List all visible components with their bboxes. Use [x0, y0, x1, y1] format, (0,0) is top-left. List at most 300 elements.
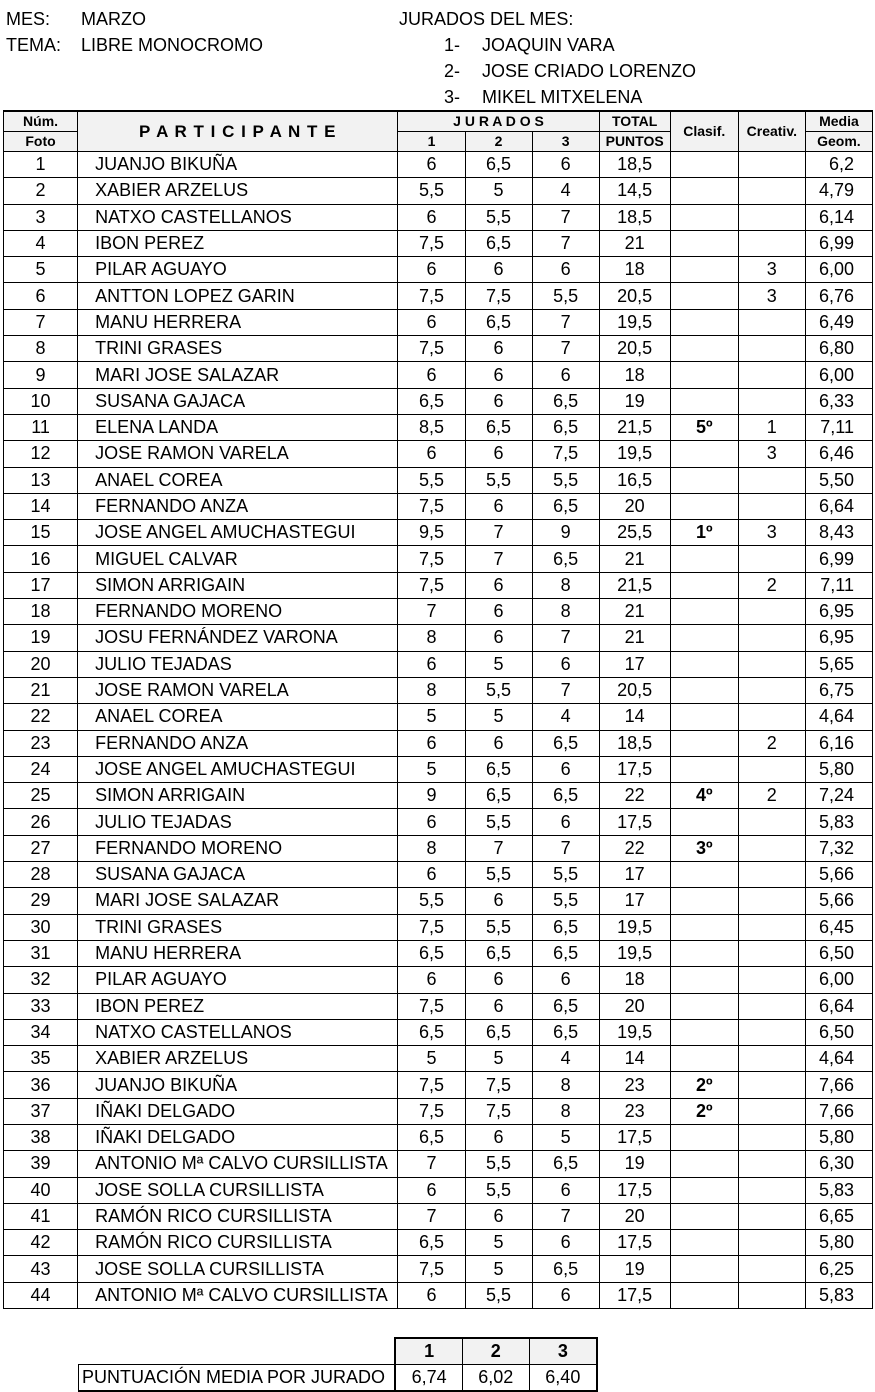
jury-3-score: 6,5	[532, 493, 599, 519]
jury-3-score: 6	[532, 257, 599, 283]
creativity	[738, 1124, 805, 1150]
total-points: 20	[599, 1203, 670, 1229]
jury-2-score: 5,5	[465, 1177, 532, 1203]
participant-name: FERNANDO ANZA	[78, 730, 398, 756]
creativity	[738, 152, 805, 178]
classification	[670, 257, 738, 283]
participant-name: ANTONIO Mª CALVO CURSILLISTA	[78, 1151, 398, 1177]
geometric-mean: 5,65	[805, 651, 872, 677]
classification	[670, 651, 738, 677]
classification	[670, 599, 738, 625]
table-row	[4, 1203, 873, 1229]
classification	[670, 152, 738, 178]
jury-1-score: 7,5	[398, 993, 465, 1019]
jury-3-score: 6,5	[532, 993, 599, 1019]
jury-3-score: 6	[532, 152, 599, 178]
photo-number: 25	[4, 783, 78, 809]
jury-2-score: 7,5	[465, 1072, 532, 1098]
table-row	[4, 441, 873, 467]
photo-number: 13	[4, 467, 78, 493]
jury-2-score: 5,5	[465, 204, 532, 230]
jury-1-score: 6	[398, 967, 465, 993]
total-points: 17,5	[599, 809, 670, 835]
total-points: 21	[599, 625, 670, 651]
jury-1-score: 7	[398, 1203, 465, 1229]
col-media-1: Media	[805, 111, 872, 132]
jury-1-score: 7,5	[398, 1256, 465, 1282]
jury-3-score: 6,5	[532, 730, 599, 756]
jury-2-score: 6,5	[465, 783, 532, 809]
classification: 2º	[670, 1098, 738, 1124]
total-points: 18	[599, 257, 670, 283]
total-points: 18,5	[599, 730, 670, 756]
participant-name: SUSANA GAJACA	[78, 388, 398, 414]
table-row	[4, 888, 873, 914]
jury-3-score: 6	[532, 756, 599, 782]
creativity	[738, 309, 805, 335]
classification	[670, 1046, 738, 1072]
jury-3-score: 6,5	[532, 940, 599, 966]
jury-2-score: 6,5	[465, 309, 532, 335]
tema-label: TEMA:	[6, 35, 62, 55]
photo-number: 43	[4, 1256, 78, 1282]
jury-3-score: 8	[532, 1098, 599, 1124]
geometric-mean: 6,80	[805, 336, 872, 362]
jury-3-score: 5	[532, 1124, 599, 1150]
photo-number: 12	[4, 441, 78, 467]
creativity: 3	[738, 283, 805, 309]
participant-name: PILAR AGUAYO	[78, 967, 398, 993]
table-row	[4, 1124, 873, 1150]
geometric-mean: 4,64	[805, 704, 872, 730]
jury-1-score: 5,5	[398, 178, 465, 204]
jury-1-score: 6	[398, 362, 465, 388]
total-points: 21	[599, 230, 670, 256]
photo-number: 2	[4, 178, 78, 204]
participant-name: SUSANA GAJACA	[78, 862, 398, 888]
jury-1-score: 7,5	[398, 283, 465, 309]
classification	[670, 809, 738, 835]
creativity	[738, 1203, 805, 1229]
classification	[670, 362, 738, 388]
participant-name: JUANJO BIKUÑA	[78, 1072, 398, 1098]
total-points: 23	[599, 1072, 670, 1098]
photo-number: 14	[4, 493, 78, 519]
table-row	[4, 756, 873, 782]
average-label: PUNTUACIÓN MEDIA POR JURADO	[79, 1365, 396, 1392]
total-points: 20,5	[599, 336, 670, 362]
photo-number: 29	[4, 888, 78, 914]
photo-number: 20	[4, 651, 78, 677]
photo-number: 8	[4, 336, 78, 362]
col-creativ: Creativ.	[738, 111, 805, 152]
jury-2-score: 7	[465, 835, 532, 861]
total-points: 18	[599, 967, 670, 993]
jury-2-score: 5,5	[465, 862, 532, 888]
classification	[670, 178, 738, 204]
table-row	[4, 546, 873, 572]
classification	[670, 493, 738, 519]
jury-2-score: 5,5	[465, 809, 532, 835]
jury-3-score: 6,5	[532, 414, 599, 440]
participant-name: SIMON ARRIGAIN	[78, 783, 398, 809]
geometric-mean: 5,83	[805, 1282, 872, 1308]
total-points: 14	[599, 704, 670, 730]
table-row	[4, 599, 873, 625]
col-clasif: Clasif.	[670, 111, 738, 152]
total-points: 17,5	[599, 1230, 670, 1256]
table-row	[4, 730, 873, 756]
participant-name: IÑAKI DELGADO	[78, 1098, 398, 1124]
creativity	[738, 651, 805, 677]
participant-name: MANU HERRERA	[78, 940, 398, 966]
jury-2-score: 7,5	[465, 283, 532, 309]
participant-name: IBON PEREZ	[78, 230, 398, 256]
jury-1-score: 7,5	[398, 230, 465, 256]
total-points: 22	[599, 783, 670, 809]
col-num-foto-2: Foto	[4, 132, 78, 152]
creativity: 3	[738, 441, 805, 467]
classification	[670, 888, 738, 914]
jury-2-score: 6	[465, 493, 532, 519]
total-points: 19	[599, 1256, 670, 1282]
jury-2-score: 6,5	[465, 940, 532, 966]
table-row	[4, 1177, 873, 1203]
jurado-num-2: 2-	[444, 61, 461, 81]
jury-1-score: 7,5	[398, 1072, 465, 1098]
classification	[670, 204, 738, 230]
participant-name: MIGUEL CALVAR	[78, 546, 398, 572]
creativity: 2	[738, 730, 805, 756]
geometric-mean: 5,83	[805, 1177, 872, 1203]
photo-number: 31	[4, 940, 78, 966]
creativity	[738, 1256, 805, 1282]
photo-number: 27	[4, 835, 78, 861]
participant-name: ANAEL COREA	[78, 704, 398, 730]
tema-value: LIBRE MONOCROMO	[81, 35, 264, 55]
classification	[670, 546, 738, 572]
total-points: 17	[599, 651, 670, 677]
jury-2-score: 5	[465, 1230, 532, 1256]
classification	[670, 1019, 738, 1045]
geometric-mean: 6,16	[805, 730, 872, 756]
jury-2-score: 6	[465, 388, 532, 414]
total-points: 17	[599, 888, 670, 914]
jury-3-score: 7	[532, 230, 599, 256]
table-row	[4, 520, 873, 546]
jury-2-score: 5,5	[465, 914, 532, 940]
photo-number: 35	[4, 1046, 78, 1072]
participant-name: NATXO CASTELLANOS	[78, 1019, 398, 1045]
table-row	[4, 257, 873, 283]
total-points: 17,5	[599, 756, 670, 782]
jury-3-score: 7	[532, 835, 599, 861]
photo-number: 36	[4, 1072, 78, 1098]
creativity	[738, 467, 805, 493]
table-row	[4, 967, 873, 993]
creativity	[738, 835, 805, 861]
participant-name: PILAR AGUAYO	[78, 257, 398, 283]
geometric-mean: 4,79	[805, 178, 872, 204]
jury-1-score: 7,5	[398, 1098, 465, 1124]
creativity	[738, 967, 805, 993]
participant-name: NATXO CASTELLANOS	[78, 204, 398, 230]
jury-3-score: 7,5	[532, 441, 599, 467]
table-row	[4, 1256, 873, 1282]
jury-3-score: 6,5	[532, 1019, 599, 1045]
table-row	[4, 809, 873, 835]
geometric-mean: 6,2	[805, 152, 872, 178]
classification	[670, 862, 738, 888]
classification	[670, 940, 738, 966]
table-row	[4, 1098, 873, 1124]
jury-3-score: 8	[532, 572, 599, 598]
table-row	[4, 835, 873, 861]
total-points: 20,5	[599, 283, 670, 309]
jury-3-score: 6	[532, 362, 599, 388]
photo-number: 28	[4, 862, 78, 888]
creativity: 2	[738, 572, 805, 598]
creativity	[738, 940, 805, 966]
photo-number: 30	[4, 914, 78, 940]
jury-3-score: 7	[532, 204, 599, 230]
photo-number: 42	[4, 1230, 78, 1256]
col-jurado-1: 1	[398, 132, 465, 152]
average-table	[78, 1337, 598, 1392]
photo-number: 38	[4, 1124, 78, 1150]
jury-1-score: 9	[398, 783, 465, 809]
jury-1-score: 6	[398, 441, 465, 467]
participant-name: FERNANDO MORENO	[78, 835, 398, 861]
total-points: 22	[599, 835, 670, 861]
geometric-mean: 7,66	[805, 1098, 872, 1124]
creativity	[738, 599, 805, 625]
jury-2-score: 6,5	[465, 414, 532, 440]
jury-1-score: 5	[398, 704, 465, 730]
creativity	[738, 809, 805, 835]
geometric-mean: 6,33	[805, 388, 872, 414]
photo-number: 11	[4, 414, 78, 440]
jury-1-score: 7,5	[398, 336, 465, 362]
jury-2-score: 5	[465, 1046, 532, 1072]
col-jurado-2: 2	[465, 132, 532, 152]
creativity	[738, 336, 805, 362]
total-points: 18	[599, 362, 670, 388]
jury-2-score: 5,5	[465, 677, 532, 703]
table-row	[4, 1046, 873, 1072]
classification: 3º	[670, 835, 738, 861]
total-points: 19,5	[599, 940, 670, 966]
geometric-mean: 5,80	[805, 1124, 872, 1150]
jury-1-score: 8,5	[398, 414, 465, 440]
jury-1-score: 7,5	[398, 546, 465, 572]
jury-1-score: 6	[398, 809, 465, 835]
jury-3-score: 7	[532, 677, 599, 703]
classification	[670, 993, 738, 1019]
classification	[670, 1256, 738, 1282]
col-num-foto-1: Núm.	[4, 111, 78, 132]
classification	[670, 625, 738, 651]
photo-number: 26	[4, 809, 78, 835]
total-points: 19	[599, 1151, 670, 1177]
table-row	[4, 467, 873, 493]
total-points: 19,5	[599, 914, 670, 940]
participant-name: ANAEL COREA	[78, 467, 398, 493]
jury-1-score: 5	[398, 1046, 465, 1072]
jury-1-score: 6	[398, 152, 465, 178]
participant-name: JULIO TEJADAS	[78, 809, 398, 835]
total-points: 14,5	[599, 178, 670, 204]
photo-number: 9	[4, 362, 78, 388]
jury-1-score: 5	[398, 756, 465, 782]
jury-2-score: 6	[465, 362, 532, 388]
jury-1-score: 6,5	[398, 1230, 465, 1256]
total-points: 23	[599, 1098, 670, 1124]
jury-1-score: 6,5	[398, 388, 465, 414]
jury-2-score: 7	[465, 520, 532, 546]
jury-3-score: 9	[532, 520, 599, 546]
jury-2-score: 5,5	[465, 1151, 532, 1177]
participant-name: JOSE SOLLA CURSILLISTA	[78, 1256, 398, 1282]
classification	[670, 914, 738, 940]
creativity	[738, 230, 805, 256]
creativity	[738, 1282, 805, 1308]
jury-3-score: 5,5	[532, 888, 599, 914]
jury-1-score: 6	[398, 730, 465, 756]
creativity: 2	[738, 783, 805, 809]
creativity	[738, 546, 805, 572]
participant-name: JULIO TEJADAS	[78, 651, 398, 677]
average-value-3: 6,40	[529, 1365, 597, 1392]
table-row	[4, 1282, 873, 1308]
jurados-label: JURADOS DEL MES:	[399, 9, 574, 29]
jury-3-score: 6,5	[532, 914, 599, 940]
classification	[670, 572, 738, 598]
total-points: 19	[599, 388, 670, 414]
table-row	[4, 914, 873, 940]
jury-2-score: 6	[465, 1124, 532, 1150]
jury-2-score: 5	[465, 1256, 532, 1282]
total-points: 21	[599, 599, 670, 625]
creativity	[738, 677, 805, 703]
classification	[670, 230, 738, 256]
jury-1-score: 7,5	[398, 572, 465, 598]
table-row	[4, 178, 873, 204]
creativity	[738, 914, 805, 940]
geometric-mean: 6,65	[805, 1203, 872, 1229]
classification: 2º	[670, 1072, 738, 1098]
jury-1-score: 5,5	[398, 888, 465, 914]
table-row	[4, 493, 873, 519]
col-total-1: TOTAL	[599, 111, 670, 132]
creativity	[738, 862, 805, 888]
jury-1-score: 6	[398, 1282, 465, 1308]
geometric-mean: 6,30	[805, 1151, 872, 1177]
jury-1-score: 7,5	[398, 914, 465, 940]
jury-1-score: 8	[398, 625, 465, 651]
participant-name: ANTONIO Mª CALVO CURSILLISTA	[78, 1282, 398, 1308]
photo-number: 34	[4, 1019, 78, 1045]
jury-3-score: 7	[532, 336, 599, 362]
table-row	[4, 677, 873, 703]
participant-name: JUANJO BIKUÑA	[78, 152, 398, 178]
jury-1-score: 6	[398, 862, 465, 888]
geometric-mean: 7,32	[805, 835, 872, 861]
creativity	[738, 1098, 805, 1124]
jury-2-score: 6	[465, 572, 532, 598]
table-row	[4, 704, 873, 730]
jury-2-score: 7,5	[465, 1098, 532, 1124]
average-header-2: 2	[462, 1338, 529, 1365]
classification	[670, 336, 738, 362]
participant-name: MARI JOSE SALAZAR	[78, 888, 398, 914]
participant-name: MARI JOSE SALAZAR	[78, 362, 398, 388]
average-value-2: 6,02	[462, 1365, 529, 1392]
geometric-mean: 6,95	[805, 599, 872, 625]
geometric-mean: 5,80	[805, 1230, 872, 1256]
geometric-mean: 6,25	[805, 1256, 872, 1282]
classification	[670, 1124, 738, 1150]
mes-value: MARZO	[81, 9, 146, 29]
photo-number: 10	[4, 388, 78, 414]
average-header-3: 3	[529, 1338, 597, 1365]
creativity	[738, 204, 805, 230]
photo-number: 18	[4, 599, 78, 625]
jury-2-score: 6,5	[465, 756, 532, 782]
creativity	[738, 888, 805, 914]
jury-3-score: 4	[532, 178, 599, 204]
participant-name: IÑAKI DELGADO	[78, 1124, 398, 1150]
photo-number: 41	[4, 1203, 78, 1229]
table-row	[4, 283, 873, 309]
participant-name: JOSE ANGEL AMUCHASTEGUI	[78, 756, 398, 782]
jury-3-score: 7	[532, 309, 599, 335]
jury-3-score: 4	[532, 704, 599, 730]
geometric-mean: 6,64	[805, 493, 872, 519]
col-jurados: J U R A D O S	[398, 111, 599, 132]
photo-number: 16	[4, 546, 78, 572]
jury-1-score: 7	[398, 599, 465, 625]
jury-2-score: 6,5	[465, 230, 532, 256]
photo-number: 1	[4, 152, 78, 178]
classification	[670, 1151, 738, 1177]
geometric-mean: 5,50	[805, 467, 872, 493]
creativity	[738, 1072, 805, 1098]
classification	[670, 730, 738, 756]
participant-name: JOSE ANGEL AMUCHASTEGUI	[78, 520, 398, 546]
results-body	[4, 152, 873, 1309]
table-row	[4, 1230, 873, 1256]
total-points: 20,5	[599, 677, 670, 703]
creativity	[738, 362, 805, 388]
jury-1-score: 6	[398, 309, 465, 335]
photo-number: 22	[4, 704, 78, 730]
jury-3-score: 8	[532, 1072, 599, 1098]
geometric-mean: 6,99	[805, 230, 872, 256]
jury-3-score: 5,5	[532, 862, 599, 888]
jury-2-score: 5	[465, 178, 532, 204]
table-row	[4, 783, 873, 809]
total-points: 18,5	[599, 152, 670, 178]
geometric-mean: 7,66	[805, 1072, 872, 1098]
participant-name: XABIER ARZELUS	[78, 1046, 398, 1072]
table-row	[4, 1072, 873, 1098]
geometric-mean: 6,76	[805, 283, 872, 309]
classification: 4º	[670, 783, 738, 809]
jury-2-score: 6	[465, 599, 532, 625]
jury-3-score: 6	[532, 1177, 599, 1203]
jury-1-score: 6	[398, 651, 465, 677]
